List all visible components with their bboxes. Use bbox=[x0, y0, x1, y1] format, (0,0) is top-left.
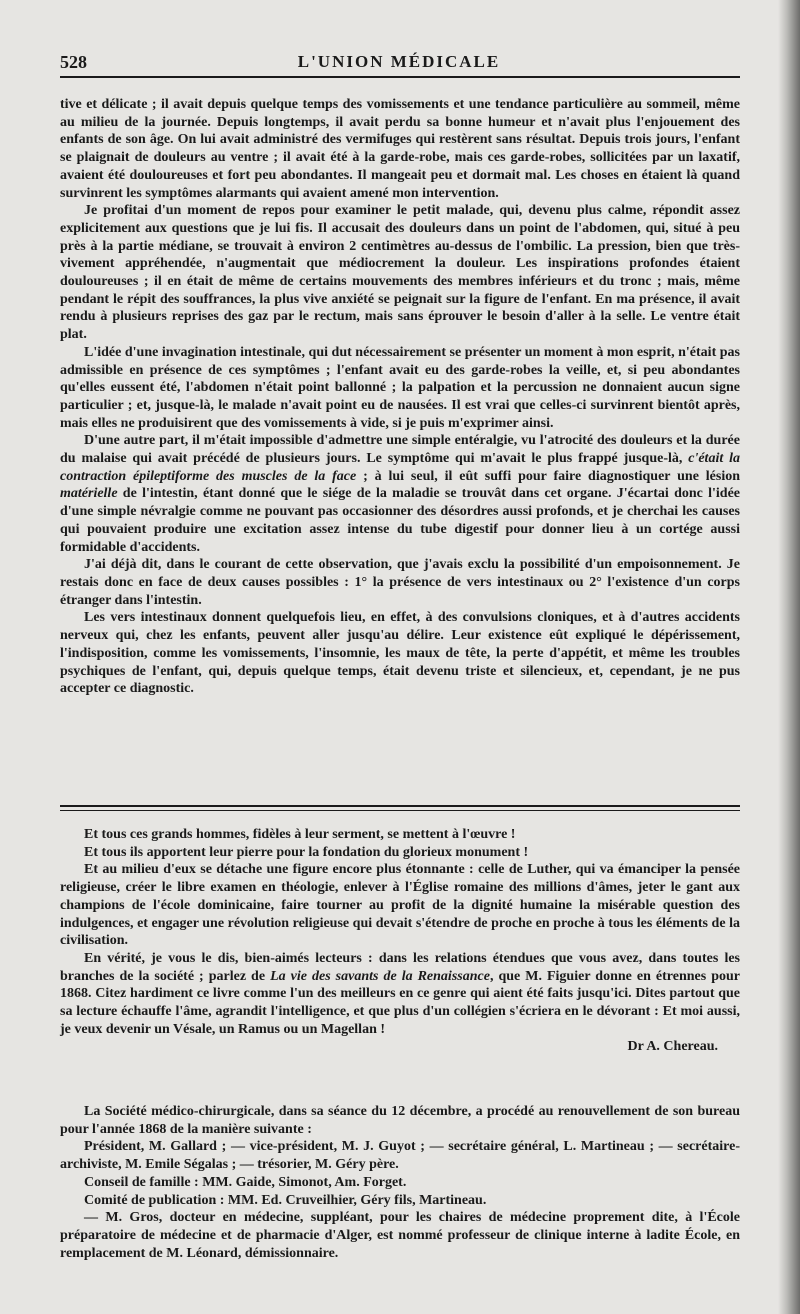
notice-paragraph: La Société médico-chirurgicale, dans sa séance du 12 décembre, a procédé au renouvellement de son bureau pour l'année 1868 de la manière suivante : bbox=[60, 1104, 740, 1137]
text-run: D'une autre part, il m'était impossible d'admettre une simple entéralgie, vu l'atrocité des douleurs et la durée du malaise qui avait précédé de plusieurs jours. Le symptôme qui m'avait le plus frappé jusque-là, bbox=[60, 433, 740, 467]
page-header bbox=[60, 44, 738, 74]
article-paragraph: tive et délicate ; il avait depuis quelque temps des vomissements et une tendance particulière au sommeil, même au milieu de la journée. Depuis longtemps, il avait perdu sa bonne humeur et n'avait plus l'enjouement des enfants de son âge. On lui avait administré des vermifuges qui restèrent sans résultat. Depuis trois jours, l'enfant se plaignait de douleurs au ventre ; il avait été à la garde-robe, mais ces garde-robes, sollicitées par un laxatif, avaient été douloureuses et fort peu abondantes. Il mangeait peu et dormait mal. Les choses en étaient là quand survinrent les symptômes alarmants qui avaient amené mon intervention. bbox=[60, 97, 740, 201]
italic-phrase: c'était la contraction épileptiforme des muscles de la face bbox=[60, 451, 740, 484]
feuilleton-paragraph bbox=[60, 950, 740, 1039]
page-number: 528 bbox=[60, 52, 87, 72]
page-gutter-shadow bbox=[778, 0, 800, 1314]
running-title: L'UNION MÉDICALE bbox=[297, 52, 501, 71]
notices-section bbox=[60, 1103, 740, 1262]
article-continuation bbox=[60, 96, 740, 698]
notice-paragraph: Comité de publication : MM. Ed. Cruveilhier, Géry fils, Martineau. bbox=[84, 1192, 487, 1208]
italic-word: matérielle bbox=[60, 486, 118, 502]
article-paragraph: Les vers intestinaux donnent quelquefois lieu, en effet, à des convulsions cloniques, et à d'autres accidents nerveux qui, chez les enfants, peuvent aller jusqu'au délire. Leur existence eût expliqué le dépérissement, l'indisposition, comme les vomissements, l'insomnie, les maux de tête, la perte d'appétit, et même les troubles psychiques de l'enfant, qui, depuis quelque temps, était devenu triste et silencieux, et, cependant, je ne pus accepter ce diagnostic. bbox=[60, 610, 740, 697]
notice-paragraph: Président, M. Gallard ; — vice-président, M. J. Guyot ; — secrétaire général, L. Martineau ; — secrétaire-archiviste, M. Emile Ségalas ; — trésorier, M. Géry père. bbox=[60, 1139, 740, 1173]
article-paragraph: Je profitai d'un moment de repos pour examiner le petit malade, qui, devenu plus calme, répondit assez explicitement aux questions que je lui fis. Il accusait des douleurs dans un point de l'abdomen, qui, situé à peu près à la partie médiane, se trouvait à environ 2 centimètres au-dessus de l'ombilic. La pression, bien que très-vivement appréhendée, n'augmentait que médiocrement la douleur. Les inspirations profondes étaient douloureuses ; il en était de même de certains mouvements des membres inférieurs et du tronc ; mais, même pendant le répit des souffrances, la plus vive anxiété se peignait sur la figure de l'enfant. En ma présence, il avait rendu à plusieurs reprises des gaz par le rectum, mais sans éprouver le besoin d'aller à la selle. Le ventre était plat. bbox=[60, 203, 740, 343]
article-paragraph: L'idée d'une invagination intestinale, qui dut nécessairement se présenter un moment à mon esprit, n'était pas admissible en présence de ces symptômes ; l'enfant avait eu des garde-robes la veille, et, si peu abondantes qu'elles eussent été, l'abdomen n'était point ballonné ; la palpation et la percussion ne donnaient aucun signe particulier ; et, jusque-là, le malade n'avait point eu de nausées. Il est vrai que celles-ci survinrent bientôt après, mais elles ne produisirent que des vomissements à vide, si je puis m'exprimer ainsi. bbox=[60, 344, 740, 431]
feuilleton-paragraph: Et au milieu d'eux se détache une figure encore plus étonnante : celle de Luther, qui va émanciper la pensée religieuse, créer le libre examen en théologie, enlever à l'Église romaine des millions d'âmes, jeter le gant aux champions de l'école dominicaine, faire tourner au profit de la dignité humaine la misérable question des indulgences, et engager une révolution religieuse qui devait s'étendre de proche en proche à tous les éléments de la civilisation. bbox=[60, 862, 740, 949]
notice-paragraph: Conseil de famille : MM. Gaide, Simonot, Am. Forget. bbox=[84, 1174, 407, 1190]
text-run: , que M. Figuier donne en étrennes pour 1868. Citez hardiment ce livre comme l'un des meilleurs en ce genre qui aient été faits jusqu'ici. Dites partout que sa lecture échauffe l'âme, agrandit l'intelligence, et que plus d'un collégien s'écriera en le dévorant : Et moi aussi, je veux devenir un Vésale, un Ramus ou un Magellan ! bbox=[60, 968, 740, 1037]
text-run: En vérité, je vous le dis, bien-aimés lecteurs : dans les relations étendues que vous avez, dans toutes les branches de la société ; parlez de bbox=[60, 950, 740, 984]
header-rule bbox=[60, 76, 740, 78]
article-paragraph: J'ai déjà dit, dans le courant de cette observation, que j'avais exclu la possibilité d'un empoisonnement. Je restais donc en face de deux causes possibles : 1° la présence de vers intestinaux ou 2° l'existence d'un corps étranger dans l'intestin. bbox=[60, 557, 740, 608]
article-paragraph bbox=[60, 432, 740, 556]
feuilleton-separator-top bbox=[60, 805, 740, 807]
text-run: ; à lui seul, il eût suffi pour faire diagnostiquer une lésion bbox=[356, 468, 741, 484]
feuilleton-paragraph: Et tous ils apportent leur pierre pour la fondation du glorieux monument ! bbox=[84, 844, 529, 860]
feuilleton-separator-bottom bbox=[60, 810, 740, 811]
feuilleton-section bbox=[60, 826, 740, 1056]
book-title: La vie des savants de la Renaissance bbox=[270, 968, 490, 984]
text-run: de l'intestin, étant donné que le siége de la maladie se trouvât dans cet organe. J'écartai donc l'idée d'une simple névralgie comme ne pouvant pas occasionner des désordres aussi profonds, et je cherchai les causes qui pouvaient produire une excitation assez intense du tube digestif pour donner lieu à un cortége aussi formidable d'accidents. bbox=[60, 486, 740, 555]
notice-paragraph: — M. Gros, docteur en médecine, suppléant, pour les chaires de médecine proprement dite, à l'École préparatoire de médecine et de pharmacie d'Alger, est nommé professeur de clinique interne à ladite École, en remplacement de M. Léonard, démissionnaire. bbox=[60, 1210, 740, 1261]
author-signature: Dr A. Chereau. bbox=[627, 1039, 718, 1055]
feuilleton-paragraph: Et tous ces grands hommes, fidèles à leur serment, se mettent à l'œuvre ! bbox=[84, 827, 516, 842]
